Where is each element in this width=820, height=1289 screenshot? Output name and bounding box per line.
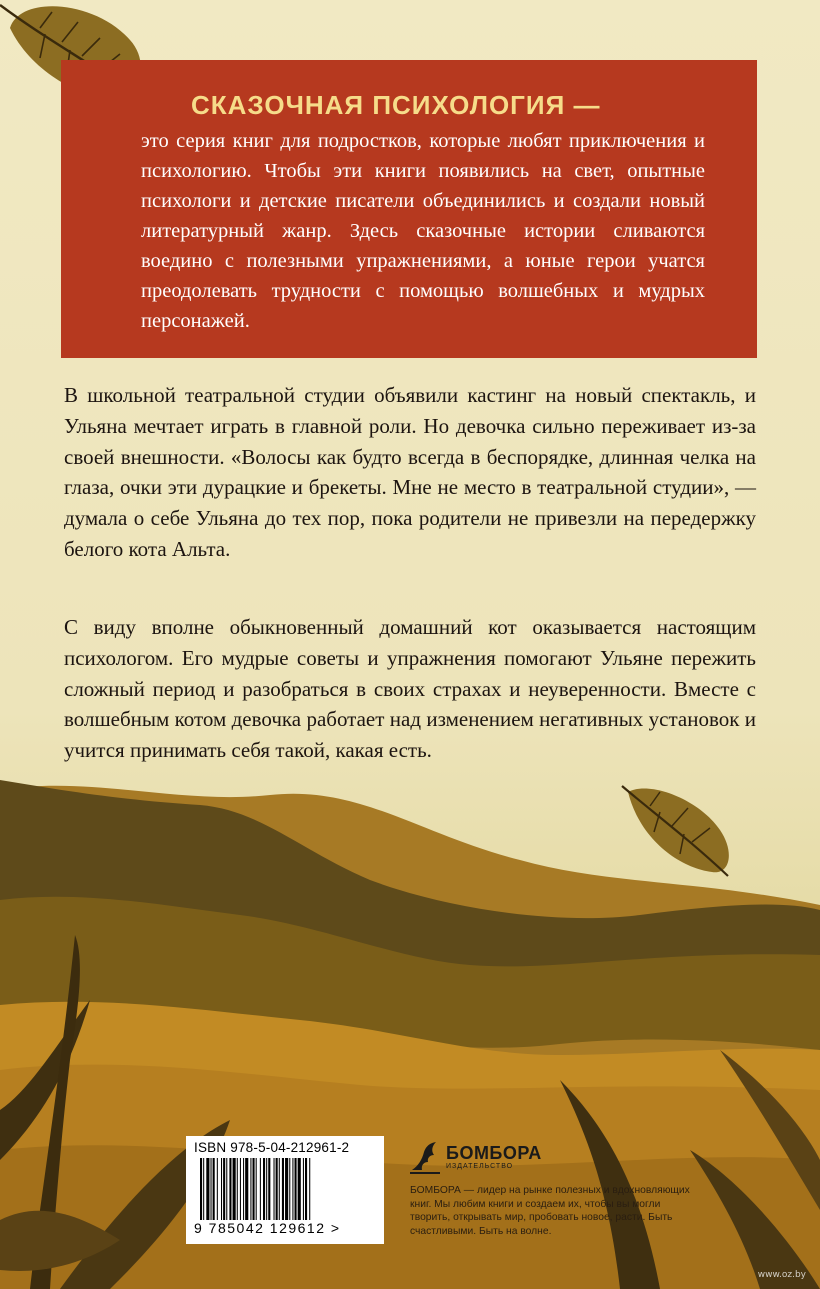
series-description-box	[61, 60, 757, 358]
series-title: СКАЗОЧНАЯ ПСИХОЛОГИЯ —	[191, 90, 601, 120]
publisher-name: БОМБОРА	[446, 1142, 542, 1163]
publisher-block	[410, 1140, 700, 1238]
annotation-paragraph-2: С виду вполне обыкновенный домашний кот оказывается настоящим психологом. Его мудрые советы и упражнения помогают Ульяне пережить сложный период и разобраться в своих страхах и неуверенности. Вместе с волшебным котом девочка работает над изменением негативных установок и учится принимать себя такой, какая есть.	[64, 615, 756, 763]
series-description: это серия книг для подростков, которые любят приключения и психологию. Чтобы эти книги появились на свет, опытные психологи и детские писатели объединились и создали новый литературный жанр. Здесь сказочные истории сливаются воедино с полезными упражнениями, а юные герои учатся преодолевать трудности с помощью волшебных и мудрых персонажей.	[141, 130, 705, 332]
publisher-subtitle: ИЗДАТЕЛЬСТВО	[446, 1162, 514, 1170]
leaf-right-icon	[622, 786, 729, 876]
publisher-logo	[410, 1140, 700, 1174]
barcode-digits: 9 785042 129612 >	[194, 1220, 341, 1236]
isbn-barcode-block	[186, 1136, 384, 1244]
watermark: www.oz.by	[757, 1270, 806, 1280]
isbn-label: ISBN 978-5-04-212961-2	[194, 1140, 350, 1155]
annotation-paragraph-1: В школьной театральной студии объявили кастинг на новый спектакль, и Ульяна мечтает играть в главной роли. Но девочка сильно переживает из-за своей внешности. «Волосы как будто всегда в беспорядке, длинная челка на глаза, очки эти дурацкие и брекеты. Мне не место в театральной студии», — думала о себе Ульяна до тех пор, пока родители не привезли на передержку белого кота Альта.	[64, 383, 756, 561]
publisher-description: БОМБОРА — лидер на рынке полезных и вдохновляющих книг. Мы любим книги и создаем их, чтобы вы могли творить, открывать мир, пробовать новое, расти. Быть счастливыми. Быть на волне.	[410, 1185, 690, 1237]
barcode-icon	[194, 1158, 376, 1220]
bombora-wave-icon	[410, 1140, 440, 1174]
